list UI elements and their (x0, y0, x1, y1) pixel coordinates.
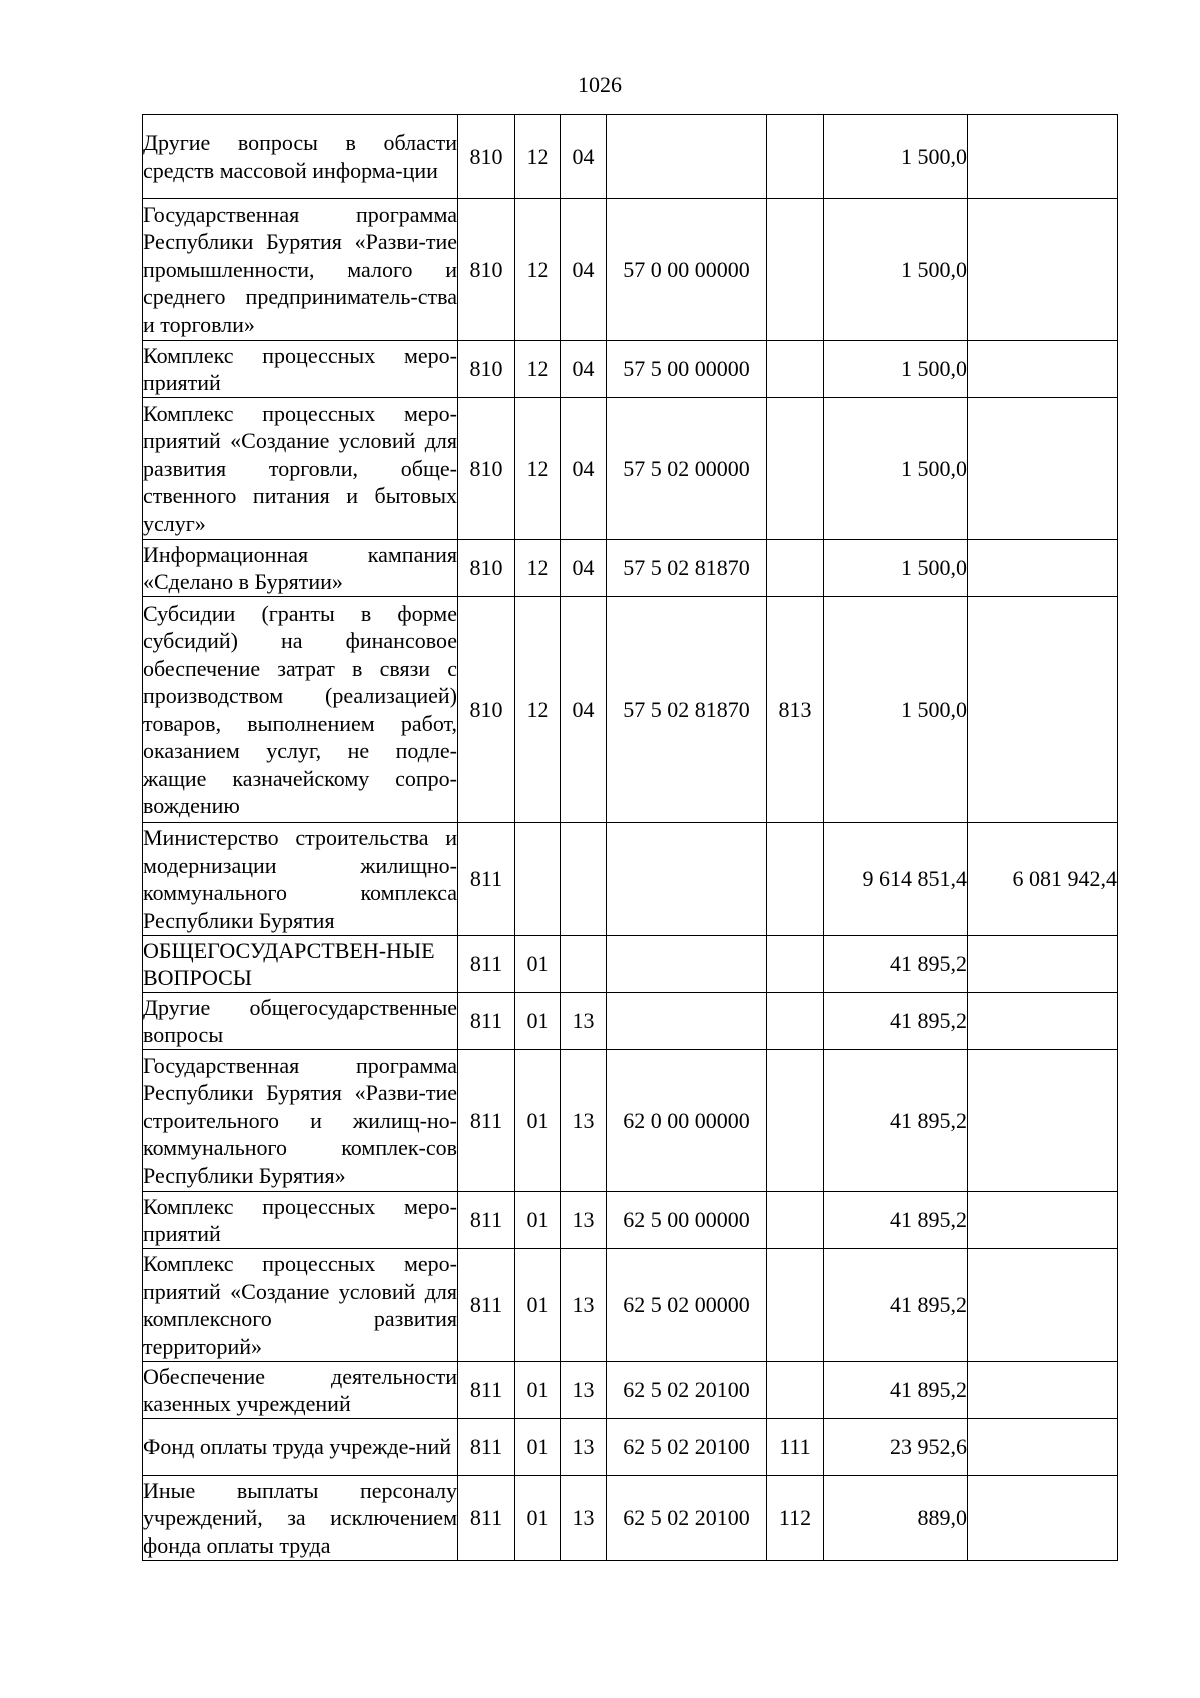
row-ved: 811 (458, 1476, 515, 1561)
row-sum1: 889,0 (824, 1476, 968, 1561)
row-pr: 13 (561, 1419, 607, 1476)
row-rz (515, 823, 561, 936)
row-pr: 04 (561, 341, 607, 398)
row-sum2 (968, 993, 1118, 1050)
row-pr: 13 (561, 993, 607, 1050)
row-sum1: 1 500,0 (824, 540, 968, 597)
row-pr: 04 (561, 115, 607, 199)
row-name: Другие вопросы в области средств массовой информа-ции (143, 115, 458, 199)
row-ved: 811 (458, 823, 515, 936)
table-row (143, 823, 1118, 936)
row-vr: 111 (767, 1419, 824, 1476)
row-sum1: 1 500,0 (824, 597, 968, 823)
row-ved: 810 (458, 115, 515, 199)
row-name: Комплекс процессных меро-приятий «Создание условий для развития торговли, обще-ственного питания и бытовых услуг» (143, 398, 458, 540)
row-ved: 811 (458, 1419, 515, 1476)
row-name: Фонд оплаты труда учрежде-ний (143, 1419, 458, 1476)
budget-table (142, 114, 1118, 1561)
row-pr (561, 936, 607, 993)
row-rz: 01 (515, 1419, 561, 1476)
row-pr: 13 (561, 1476, 607, 1561)
row-csr: 62 5 00 00000 (607, 1192, 767, 1249)
table-row (143, 115, 1118, 199)
row-csr: 62 5 02 00000 (607, 1249, 767, 1362)
row-ved: 811 (458, 1192, 515, 1249)
row-rz: 12 (515, 199, 561, 341)
row-pr: 13 (561, 1050, 607, 1192)
table-row (143, 1192, 1118, 1249)
row-csr (607, 823, 767, 936)
row-sum2 (968, 936, 1118, 993)
row-ved: 811 (458, 936, 515, 993)
row-name: Другие общегосударственные вопросы (143, 993, 458, 1050)
row-sum1: 1 500,0 (824, 341, 968, 398)
table-row (143, 199, 1118, 341)
row-sum1: 41 895,2 (824, 1249, 968, 1362)
row-sum1: 1 500,0 (824, 115, 968, 199)
row-vr (767, 1249, 824, 1362)
table-row (143, 1476, 1118, 1561)
row-pr: 13 (561, 1249, 607, 1362)
table-row (143, 1050, 1118, 1192)
row-rz: 12 (515, 341, 561, 398)
row-name: Комплекс процессных меро-приятий (143, 1192, 458, 1249)
row-sum2 (968, 1249, 1118, 1362)
row-pr: 04 (561, 597, 607, 823)
row-sum2 (968, 199, 1118, 341)
row-rz: 01 (515, 993, 561, 1050)
row-ved: 810 (458, 540, 515, 597)
table-row (143, 936, 1118, 993)
row-ved: 811 (458, 1050, 515, 1192)
table-row (143, 540, 1118, 597)
row-ved: 811 (458, 1362, 515, 1419)
row-sum2 (968, 1476, 1118, 1561)
row-csr: 62 5 02 20100 (607, 1419, 767, 1476)
row-ved: 811 (458, 1249, 515, 1362)
row-name: Субсидии (гранты в форме субсидий) на финансовое обеспечение затрат в связи с производством (реализацией) товаров, выполнением работ, оказанием услуг, не подле-жащие казначейскому сопро-вождению (143, 597, 458, 823)
row-csr: 57 0 00 00000 (607, 199, 767, 341)
row-sum1: 23 952,6 (824, 1419, 968, 1476)
row-sum2 (968, 398, 1118, 540)
row-pr: 04 (561, 398, 607, 540)
row-rz: 01 (515, 1476, 561, 1561)
row-rz: 12 (515, 597, 561, 823)
row-ved: 810 (458, 199, 515, 341)
row-csr: 62 5 02 20100 (607, 1362, 767, 1419)
row-csr: 57 5 00 00000 (607, 341, 767, 398)
row-sum2 (968, 115, 1118, 199)
row-vr (767, 1362, 824, 1419)
row-pr: 04 (561, 540, 607, 597)
page-number: 1026 (578, 72, 622, 97)
row-csr: 57 5 02 81870 (607, 597, 767, 823)
row-pr (561, 823, 607, 936)
row-rz: 12 (515, 540, 561, 597)
row-rz: 01 (515, 1192, 561, 1249)
row-csr: 57 5 02 00000 (607, 398, 767, 540)
row-sum2 (968, 540, 1118, 597)
row-sum2 (968, 1362, 1118, 1419)
row-name: Государственная программа Республики Бурятия «Разви-тие строительного и жилищ-но-коммунального комплек-сов Республики Бурятия» (143, 1050, 458, 1192)
table-row (143, 341, 1118, 398)
row-rz: 12 (515, 398, 561, 540)
row-rz: 12 (515, 115, 561, 199)
row-rz: 01 (515, 1050, 561, 1192)
row-name: Комплекс процессных меро-приятий (143, 341, 458, 398)
row-pr: 13 (561, 1362, 607, 1419)
row-csr: 62 5 02 20100 (607, 1476, 767, 1561)
table-row (143, 597, 1118, 823)
row-sum2 (968, 341, 1118, 398)
row-csr (607, 936, 767, 993)
row-sum2 (968, 1050, 1118, 1192)
table-row (143, 1249, 1118, 1362)
row-sum1: 1 500,0 (824, 398, 968, 540)
row-pr: 13 (561, 1192, 607, 1249)
row-name: Министерство строительства и модернизации жилищно-коммунального комплекса Республики Бурятия (143, 823, 458, 936)
row-rz: 01 (515, 936, 561, 993)
row-sum2 (968, 1419, 1118, 1476)
row-vr (767, 1050, 824, 1192)
row-vr (767, 540, 824, 597)
row-vr (767, 823, 824, 936)
row-name: Иные выплаты персоналу учреждений, за исключением фонда оплаты труда (143, 1476, 458, 1561)
row-vr (767, 993, 824, 1050)
row-vr (767, 199, 824, 341)
row-sum2: 6 081 942,4 (968, 823, 1118, 936)
table-row (143, 1362, 1118, 1419)
table-row (143, 993, 1118, 1050)
table-row (143, 398, 1118, 540)
row-vr (767, 115, 824, 199)
row-vr: 112 (767, 1476, 824, 1561)
row-csr (607, 115, 767, 199)
row-vr: 813 (767, 597, 824, 823)
row-vr (767, 1192, 824, 1249)
row-sum1: 9 614 851,4 (824, 823, 968, 936)
row-sum2 (968, 597, 1118, 823)
row-csr: 62 0 00 00000 (607, 1050, 767, 1192)
row-ved: 810 (458, 597, 515, 823)
row-name: Обеспечение деятельности казенных учреждений (143, 1362, 458, 1419)
row-vr (767, 936, 824, 993)
row-name: ОБЩЕГОСУДАРСТВЕН-НЫЕ ВОПРОСЫ (143, 936, 458, 993)
table-row (143, 1419, 1118, 1476)
row-sum2 (968, 1192, 1118, 1249)
row-sum1: 41 895,2 (824, 1362, 968, 1419)
row-ved: 810 (458, 398, 515, 540)
row-sum1: 41 895,2 (824, 1192, 968, 1249)
row-ved: 811 (458, 993, 515, 1050)
row-rz: 01 (515, 1249, 561, 1362)
row-sum1: 41 895,2 (824, 993, 968, 1050)
row-rz: 01 (515, 1362, 561, 1419)
row-pr: 04 (561, 199, 607, 341)
row-sum1: 41 895,2 (824, 936, 968, 993)
row-ved: 810 (458, 341, 515, 398)
row-csr: 57 5 02 81870 (607, 540, 767, 597)
row-sum1: 1 500,0 (824, 199, 968, 341)
row-vr (767, 398, 824, 540)
row-name: Государственная программа Республики Бурятия «Разви-тие промышленности, малого и среднего предприниматель-ства и торговли» (143, 199, 458, 341)
row-name: Информационная кампания «Сделано в Бурятии» (143, 540, 458, 597)
row-csr (607, 993, 767, 1050)
row-name: Комплекс процессных меро-приятий «Создание условий для комплексного развития территорий» (143, 1249, 458, 1362)
row-sum1: 41 895,2 (824, 1050, 968, 1192)
row-vr (767, 341, 824, 398)
